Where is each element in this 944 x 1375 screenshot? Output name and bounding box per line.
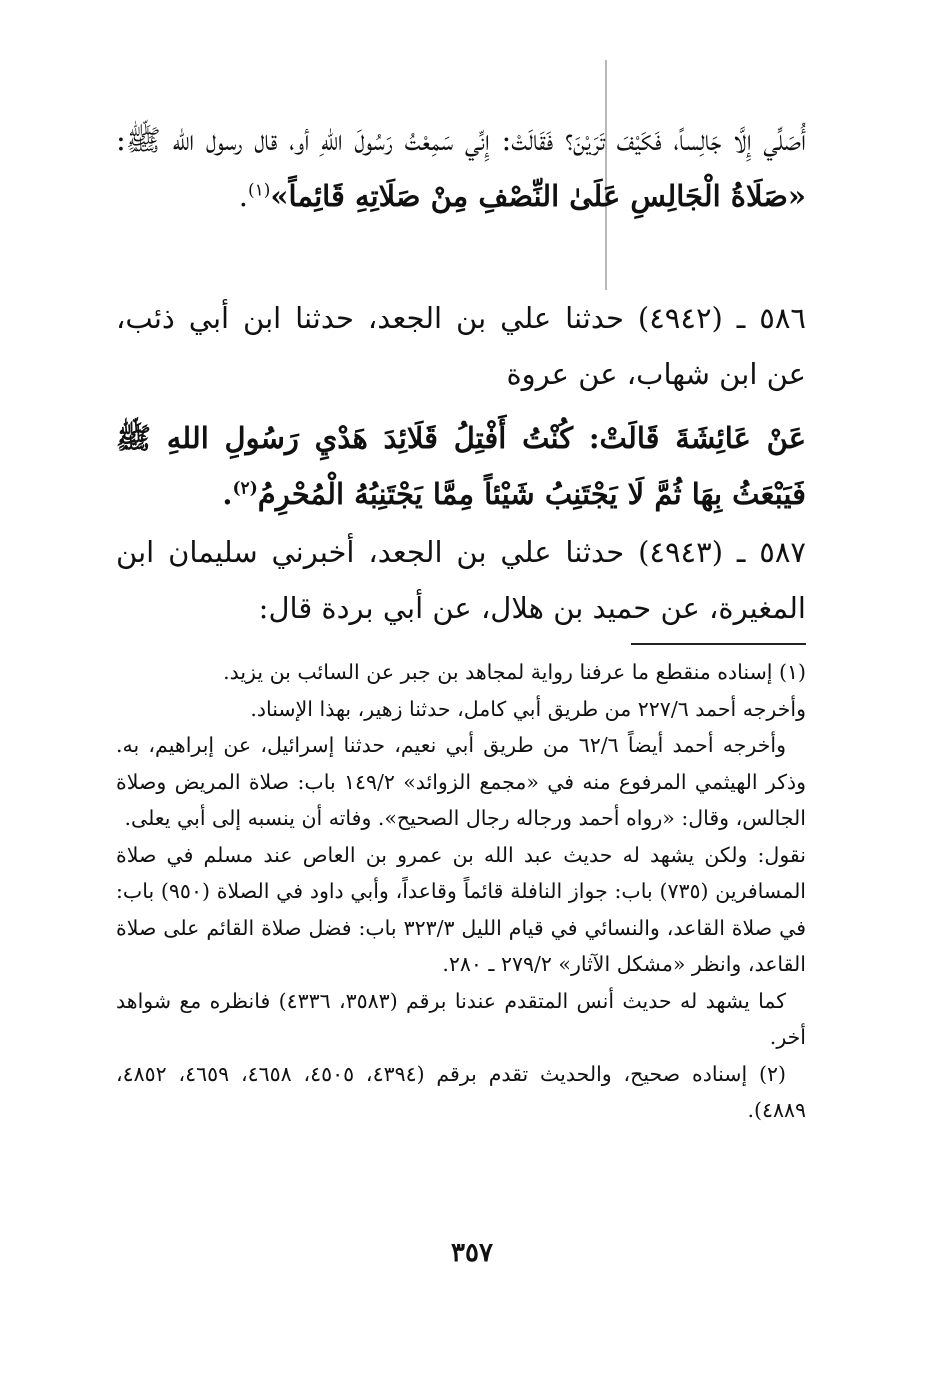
footnote-1-line: وأخرجه أحمد ٢٢٧/٦ من طريق أبي كامل، حدثنا زهير، بهذا الإسناد.	[250, 696, 806, 721]
footnotes	[116, 654, 806, 1129]
footnote-ref-2: (٢)	[232, 478, 258, 499]
footnote-1-line: وأخرجه أحمد أيضاً ٦٢/٦ من طريق أبي نعيم، حدثنا إسرائيل، عن إبراهيم، به. وذكر الهيثمي المرفوع منه في «مجمع الزوائد» ١٤٩/٢ باب: صلاة المريض وصلاة الجالس، وقال: «رواه أحمد ورجاله رجال الصحيح». وفاته أن ينسبه إلى أبي يعلى.	[116, 733, 806, 830]
footnote-1-intro: (١) إسناده منقطع ما عرفنا رواية لمجاهد بن جبر عن السائب بن يزيد.	[223, 660, 806, 684]
footnote-ref-1: (١)	[247, 180, 271, 201]
page-number: ٣٥٧	[451, 1238, 493, 1268]
hadith-quote: «صَلَاةُ الْجَالِسِ عَلَىٰ النِّصْفِ مِنْ صَلَاتِهِ قَائِماً»	[270, 179, 806, 213]
hadith-text: عَنْ عَائِشَةَ قَالَتْ: كُنْتُ أَفْتِلُ قَلَائِدَ هَدْيِ رَسُولِ اللهِ ﷺ فَيَبْعَثُ بِهَا ثُمَّ لَا يَجْتَنِبُ شَيْئاً مِمَّا يَجْتَنِبُهُ الْمُحْرِمُ	[116, 421, 806, 511]
footnote-separator	[631, 643, 806, 645]
footnote-1-line: نقول: ولكن يشهد له حديث عبد الله بن عمرو بن العاص عند مسلم في صلاة المسافرين (٧٣٥) باب: جواز النافلة قائماً وقاعداً، وأبي داود في الصلاة (٩٥٠) باب: في صلاة القاعد، والنسائي في قيام الليل ٣٢٣/٣ باب: فضل صلاة القائم على صلاة القاعد، وانظر «مشكل الآثار» ٢٧٩/٢ ـ ٢٨٠.	[116, 842, 807, 976]
footnote-2: (٢) إسناده صحيح، والحديث تقدم برقم (٤٣٩٤، ٤٥٠٥، ٤٦٥٨، ٤٦٥٩، ٤٨٥٢، ٤٨٨٩).	[116, 1061, 806, 1122]
isnad-586: ٥٨٦ ـ (٤٩٤٢) حدثنا علي بن الجعد، حدثنا ابن أبي ذئب، عن ابن شهاب، عن عروة	[116, 301, 806, 391]
isnad-587: ٥٨٧ ـ (٤٩٤٣) حدثنا علي بن الجعد، أخبرني سليمان ابن المغيرة، عن حميد بن هلال، عن أبي بردة قال:	[116, 535, 806, 625]
footnote-1-line: كما يشهد له حديث أنس المتقدم عندنا برقم (٣٥٨٣، ٤٣٣٦) فانظره مع شواهد أخر.	[116, 988, 806, 1049]
paragraph-end: .	[238, 179, 248, 213]
paragraph-end: .	[222, 477, 233, 511]
hadith-586-text	[116, 410, 806, 522]
paragraph-text: أُصَلِّي إِلَّا جَالِساً، فَكَيْفَ تَرَيْنَ؟ فَقَالَتْ: إِنِّي سَمِعْتُ رَسُولَ اللهِ أو، قال رسول الله ﷺ:	[116, 123, 806, 157]
paragraph-hadith-585-end	[116, 112, 806, 224]
